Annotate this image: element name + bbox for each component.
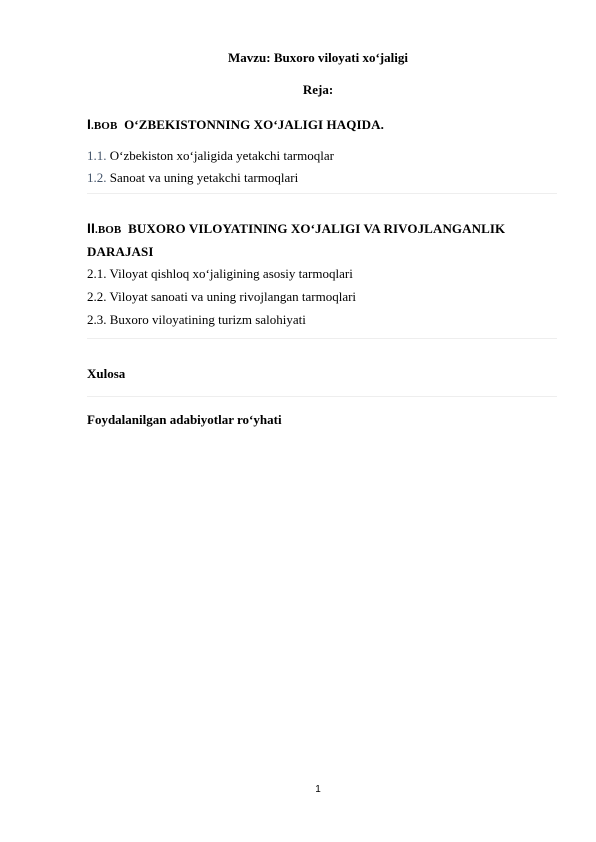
plan-item-text: Viloyat qishloq xo‘jaligining asosiy tarmoqlari bbox=[109, 266, 353, 281]
plan-item-index: 2.1. bbox=[87, 266, 107, 281]
plan-item-2-3 bbox=[87, 312, 306, 328]
plan-item-index: 1.2. bbox=[87, 170, 107, 185]
chapter-1-label: .BOB bbox=[91, 120, 118, 132]
chapter-2-heading bbox=[87, 220, 505, 237]
plan-item-1-2 bbox=[87, 170, 298, 186]
chapter-1-title: O‘ZBEKISTONNING XO‘JALIGI HAQIDA. bbox=[124, 117, 384, 132]
plan-item-text: O‘zbekiston xo‘jaligida yetakchi tarmoqlar bbox=[109, 148, 334, 163]
plan-item-index: 2.2. bbox=[87, 289, 107, 304]
conclusion-heading: Xulosa bbox=[87, 366, 126, 381]
plan-item-text: Viloyat sanoati va uning rivojlangan tarmoqlari bbox=[109, 289, 357, 304]
plan-item-text: Sanoat va uning yetakchi tarmoqlari bbox=[109, 170, 299, 185]
chapter-1-heading bbox=[87, 116, 384, 133]
plan-item-index: 1.1. bbox=[87, 148, 107, 163]
plan-item-2-2 bbox=[87, 289, 356, 305]
plan-heading: Reja: bbox=[302, 82, 334, 97]
divider bbox=[87, 193, 557, 194]
chapter-2-title: BUXORO VILOYATINING XO‘JALIGI VA RIVOJLANGANLIK bbox=[128, 221, 506, 236]
plan-item-2-1 bbox=[87, 266, 353, 282]
divider bbox=[87, 338, 557, 339]
plan-item-text: Buxoro viloyatining turizm salohiyati bbox=[109, 312, 306, 327]
chapter-1-number: I bbox=[87, 116, 91, 132]
divider bbox=[87, 396, 557, 397]
chapter-2-number: II bbox=[87, 220, 95, 236]
chapter-2-title-continued: DARAJASI bbox=[87, 244, 154, 259]
page-number: 1 bbox=[315, 784, 321, 795]
plan-item-index: 2.3. bbox=[87, 312, 107, 327]
chapter-2-label: .BOB bbox=[94, 224, 122, 236]
references-heading: Foydalanilgan adabiyotlar ro‘yhati bbox=[87, 412, 282, 427]
document-topic: Mavzu: Buxoro viloyati xo‘jaligi bbox=[228, 50, 408, 65]
plan-item-1-1 bbox=[87, 148, 334, 164]
